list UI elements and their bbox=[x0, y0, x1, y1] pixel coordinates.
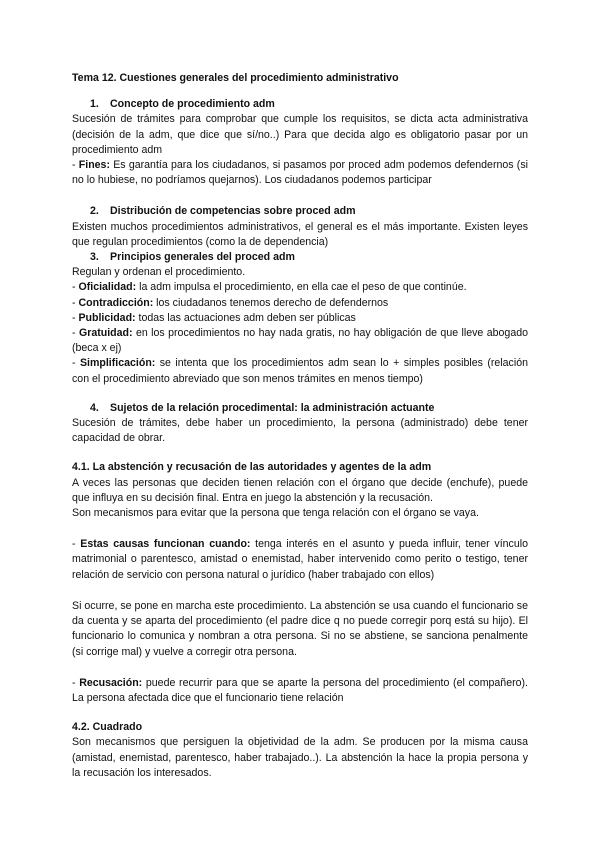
section-title: Sujetos de la relación procedimental: la administración actuante bbox=[110, 401, 435, 414]
section-title: Distribución de competencias sobre proced adm bbox=[110, 205, 356, 218]
section-2-paragraph: Existen muchos procedimientos administrativos, el general es el más importante. Existen leyes que regulan procedimientos (como la de dependencia) bbox=[72, 220, 528, 248]
section-1-paragraph: Sucesión de trámites para comprobar que cumple los requisitos, se dicta acta administrativa (decisión de la adm, que dice que sí/no..) Para que decida algo es obligatorio pasar por un procedimiento adm bbox=[72, 113, 528, 156]
recusacion-label: Recusación: bbox=[79, 676, 143, 689]
section-4-heading bbox=[72, 401, 528, 416]
principle-label: Contradicción: bbox=[78, 296, 154, 309]
principle-text: todas las actuaciones adm deben ser públicas bbox=[135, 311, 356, 324]
subsection-4-1-paragraph-1: A veces las personas que deciden tienen relación con el órgano que decide (enchufe), puede que influya en su decisión final. Entra en juego la abstención y la recusación. bbox=[72, 476, 528, 504]
section-number: 4. bbox=[90, 401, 99, 414]
principle-item: - Simplificación: se intenta que los procedimientos adm sean lo + simples posibles (relación con el procedimiento abreviado que son menos trámites en menos tiempo) bbox=[72, 357, 528, 385]
subsection-4-1-heading: 4.1. La abstención y recusación de las autoridades y agentes de la adm bbox=[72, 461, 432, 474]
recusacion-item: - Recusación: puede recurrir para que se aparte la persona del procedimiento (el compañero). La persona afectada dice que el funcionario tiene relación bbox=[72, 676, 528, 704]
section-number: 3. bbox=[90, 251, 99, 264]
document-body bbox=[72, 71, 528, 781]
subsection-4-2-heading: 4.2. Cuadrado bbox=[72, 721, 143, 734]
principle-label: Publicidad: bbox=[78, 311, 136, 324]
section-4-paragraph: Sucesión de trámites, debe haber un procedimiento, la persona (administrado) debe tener capacidad de obrar. bbox=[72, 417, 528, 445]
section-title: Principios generales del proced adm bbox=[110, 251, 295, 264]
subsection-4-1-paragraph-3: Si ocurre, se pone en marcha este procedimiento. La abstención se usa cuando el funcionario se da cuenta y se aparta del procedimiento (el padre dice q no puede corregir porq está su hijo). El funcionario lo comunica y nombran a otra persona. Si no se abstiene, se sanciona penalmente (si corrige mal) y vuelve a corregir otra persona. bbox=[72, 599, 528, 658]
fines-label: Fines: bbox=[78, 159, 110, 172]
section-number: 2. bbox=[90, 205, 99, 218]
principle-text: los ciudadanos tenemos derecho de defendernos bbox=[153, 296, 389, 309]
principle-text: se intenta que los procedimientos adm sean lo + simples posibles (relación con el procedimiento abreviado que son menos trámites en menos tiempo) bbox=[72, 357, 528, 385]
section-number: 1. bbox=[90, 98, 99, 111]
causas-item: - Estas causas funcionan cuando: tenga interés en el asunto y pueda influir, tener vínculo matrimonial o parentesco, amistad o enemistad, haber intervenido como perito o testigo, tener relación de servicio con persona natural o jurídico (haber trabajado con ellos) bbox=[72, 538, 528, 581]
causas-text: tenga interés en el asunto y pueda influir, tener vínculo matrimonial o parentesco, amistad o enemistad, haber intervenido como perito o testigo, tener relación de servicio con persona natural o jurídico (haber trabajado con ellos) bbox=[72, 538, 528, 581]
document-title: Tema 12. Cuestiones generales del procedimiento administrativo bbox=[72, 72, 399, 84]
fines-text: Es garantía para los ciudadanos, si pasamos por proced adm podemos defendernos (si no lo hubiese, no podríamos quejarnos). Los ciudadanos podemos participar bbox=[72, 159, 528, 187]
principle-item: - Oficialidad: la adm impulsa el procedimiento, en ella cae el peso de que continúe. bbox=[72, 281, 467, 294]
principle-text: en los procedimientos no hay nada gratis, no hay obligación de que lleve abogado (beca x ej) bbox=[72, 327, 528, 355]
section-2-heading bbox=[72, 204, 528, 219]
subsection-4-2-paragraph: Son mecanismos que persiguen la objetividad de la adm. Se producen por la misma causa (amistad, enemistad, parentesco, haber trabajado..). La abstención la hace la propia persona y la recusación los interesados. bbox=[72, 736, 528, 779]
causas-label: Estas causas funcionan cuando: bbox=[80, 538, 251, 551]
fines-item: - Fines: Es garantía para los ciudadanos, si pasamos por proced adm podemos defendernos (si no lo hubiese, no podríamos quejarnos). Los ciudadanos podemos participar bbox=[72, 159, 528, 187]
recusacion-text: puede recurrir para que se aparte la persona del procedimiento (el compañero). La persona afectada dice que el funcionario tiene relación bbox=[72, 676, 528, 704]
principle-text: la adm impulsa el procedimiento, en ella cae el peso de que continúe. bbox=[136, 281, 467, 294]
section-3-intro: Regulan y ordenan el procedimiento. bbox=[72, 266, 246, 279]
section-title: Concepto de procedimiento adm bbox=[110, 98, 275, 111]
principle-item: - Publicidad: todas las actuaciones adm deben ser públicas bbox=[72, 311, 356, 324]
principle-label: Oficialidad: bbox=[78, 281, 137, 294]
subsection-4-1-paragraph-2: Son mecanismos para evitar que la persona que tenga relación con el órgano se vaya. bbox=[72, 507, 479, 520]
section-1-heading bbox=[72, 97, 528, 112]
principle-item: - Gratuidad: en los procedimientos no hay nada gratis, no hay obligación de que lleve abogado (beca x ej) bbox=[72, 327, 528, 355]
section-3-heading bbox=[72, 250, 528, 265]
principle-label: Simplificación: bbox=[79, 357, 156, 370]
principle-item: - Contradicción: los ciudadanos tenemos derecho de defendernos bbox=[72, 296, 389, 309]
principle-label: Gratuidad: bbox=[78, 327, 133, 340]
